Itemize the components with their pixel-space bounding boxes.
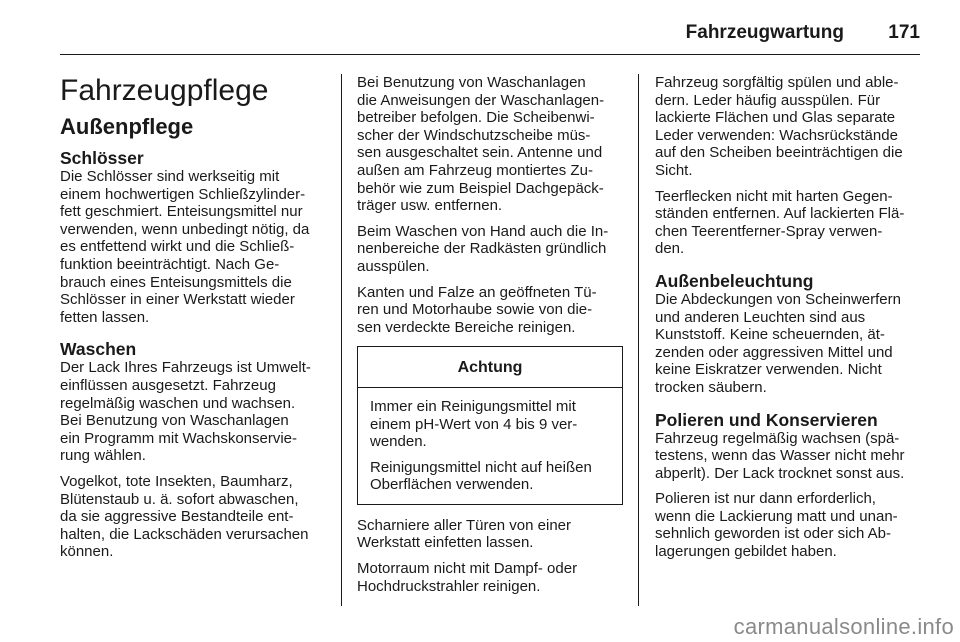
chapter-title: Fahrzeugpflege [60, 74, 269, 107]
subheading-aussenbeleuchtung: Außenbeleuchtung [655, 270, 814, 291]
caution-paragraph-2: Reinigungsmittel nicht auf heißen Oberflächen verwenden. [370, 458, 592, 494]
caution-paragraph-1: Immer ein Reinigungsmittel mit einem pH-Wert von 4 bis 9 ver- wenden. [370, 397, 578, 451]
paragraph-teerflecken: Teerflecken nicht mit harten Gegen- ständen entfernen. Auf lackierten Flä- chen Teerentferner-Spray verwen- den. [655, 187, 905, 258]
paragraph-kanten-falze: Kanten und Falze an geöffneten Tü- ren und Motorhaube sowie von die- sen verdeckte Bereiche reinigen. [357, 283, 597, 336]
watermark: carmanualsonline.info [733, 614, 954, 639]
subheading-waschen: Waschen [60, 339, 137, 360]
column-1 [60, 74, 330, 569]
paragraph-polieren-2: Polieren ist nur dann erforderlich, wenn die Lackierung matt und unan- sehnlich geworden ist oder sich Ab- lagerungen gebildet haben. [655, 490, 898, 561]
caution-title: Achtung [358, 347, 622, 388]
paragraph-hand-waschen: Beim Waschen von Hand auch die In- nenbereiche der Radkästen gründlich ausspülen. [357, 222, 609, 275]
caution-body [358, 388, 622, 504]
section-heading-aussenpflege: Außenpflege [60, 114, 194, 139]
caution-box [357, 346, 623, 505]
paragraph-schloesser: Die Schlösser sind werkseitig mit einem hochwertigen Schließzylinder- fett geschmiert. Enteisungsmittel nur verwenden, wenn unbedingt nötig, da es entfettend wirkt und die Schließ- funktion beeinträchtigt. Nach Ge- brauch eines Enteisungsmittels die Schlösser in einer Werkstatt wieder fetten lassen. [60, 168, 310, 326]
paragraph-spuelen: Fahrzeug sorgfältig spülen und able- dern. Leder häufig ausspülen. Für lackierte Flächen und Glas separate Leder verwenden: Wachsrückstände auf den Scheiben beeinträchtigen die Sicht. [655, 74, 903, 179]
running-title: Fahrzeugwartung [685, 22, 844, 43]
page-header [60, 14, 920, 55]
paragraph-scharniere: Scharniere aller Türen von einer Werkstatt einfetten lassen. [357, 516, 572, 552]
subheading-polieren: Polieren und Konservieren [655, 409, 878, 430]
paragraph-motorraum: Motorraum nicht mit Dampf- oder Hochdruckstrahler reinigen. [357, 560, 578, 595]
subheading-schloesser: Schlösser [60, 148, 144, 168]
page-number: 171 [888, 22, 920, 43]
paragraph-waschanlagen: Bei Benutzung von Waschanlagen die Anweisungen der Waschanlagen- betreiber befolgen. Die Scheibenwi- scher der Windschutzscheibe müs- sen ausgeschaltet sein. Antenne und außen am Fahrzeug montiertes Zu- behör wie zum Beispiel Dachgepäck- träger usw. entfernen. [357, 74, 605, 215]
paragraph-polieren-1: Fahrzeug regelmäßig wachsen (spä- testens, wenn das Wasser nicht mehr abperlt). Der Lack trocknet sonst aus. [655, 429, 905, 482]
column-divider-1 [341, 74, 342, 606]
paragraph-aussenbeleuchtung: Die Abdeckungen von Scheinwerfern und anderen Leuchten sind aus Kunststoff. Keine scheuernden, ät- zenden oder aggressiven Mittel und keine Eiskratzer verwenden. Nicht trocken säubern. [655, 290, 901, 396]
column-2 [357, 74, 627, 603]
column-divider-2 [638, 74, 639, 606]
paragraph-waschen-2: Vogelkot, tote Insekten, Baumharz, Blütenstaub u. ä. sofort abwaschen, da sie aggressive Bestandteile ent- halten, die Lackschäden verursachen können. [60, 472, 309, 561]
column-3 [655, 74, 925, 569]
paragraph-waschen-1: Der Lack Ihres Fahrzeugs ist Umwelt- einflüssen ausgesetzt. Fahrzeug regelmäßig waschen und wachsen. Bei Benutzung von Waschanlagen ein Programm mit Wachskonservie- rung wählen. [60, 359, 311, 465]
